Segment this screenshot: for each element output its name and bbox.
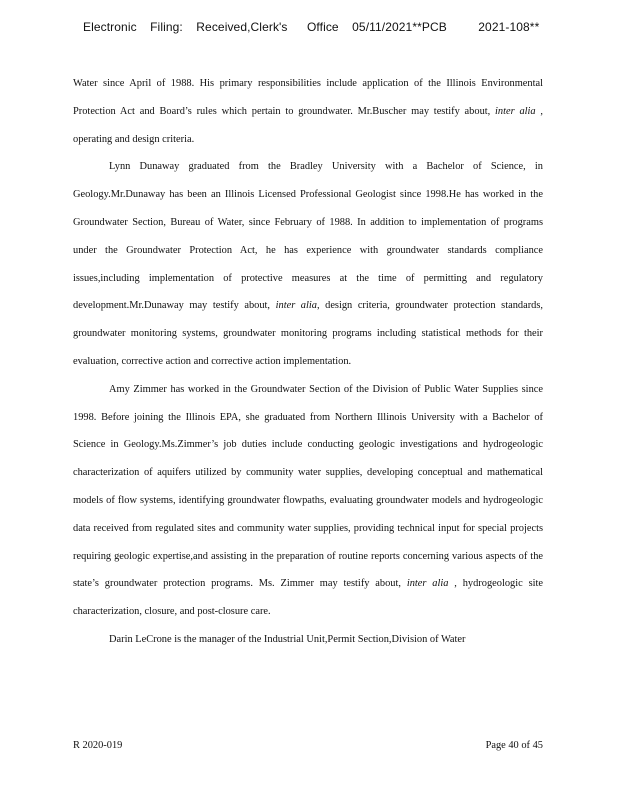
document-body [73, 70, 543, 654]
paragraph-tail: , operating and design criteria. [73, 105, 543, 145]
paragraph-text: Darin LeCrone is the manager of the Industrial Unit,Permit Section,Division of Water [109, 633, 466, 645]
paragraph-lecrone [73, 626, 543, 654]
italic-inter-alia: inter alia [406, 578, 449, 590]
header-docket: 2021-108** [478, 20, 540, 34]
paragraph-text: Amy Zimmer has worked in the Groundwater Section of the Division of Public Water Supplies since 1998. Before joining the Illinois EPA, she graduated from Northern Illinois University with a Bachelor of Science in Geology.Ms.Zimmer’s job duties include conducting geologic investigations and hydrogeologic characterization of aquifers utilized by community water supplies, developing conceptual and mathematical models of flow systems, identifying groundwater flowpaths, evaluating groundwater models and hydrogeologic data received from regulated sites and community water supplies, providing technical input for special projects requiring geologic expertise,and assisting in the preparation of routine reports concerning various aspects of the state’s groundwater protection programs. Ms. Zimmer may testify about, [73, 383, 543, 590]
italic-inter-alia: inter alia [275, 300, 317, 312]
paragraph-buscher [73, 70, 543, 153]
paragraph-zimmer [73, 376, 543, 626]
filing-header [83, 20, 543, 34]
paragraph-tail: , design criteria, groundwater protection standards, groundwater monitoring systems, groundwater monitoring programs including statistical methods for their evaluation, corrective action and corrective action implementation. [73, 300, 543, 367]
header-office: Office [306, 20, 339, 34]
footer-page-number: Page 40 of 45 [485, 740, 543, 751]
paragraph-text: Water since April of 1988. His primary responsibilities include application of the Illinois Environmental Protection Act and Board’s rules which pertain to groundwater. Mr.Buscher may testify about, [73, 78, 543, 117]
paragraph-tail: , hydrogeologic site characterization, closure, and post-closure care. [73, 578, 543, 618]
header-received: Received,Clerk's [196, 20, 288, 34]
header-electronic: Electronic [83, 20, 137, 34]
header-filing: Filing: [150, 20, 183, 34]
paragraph-dunaway [73, 153, 543, 375]
header-date: 05/11/2021**PCB [352, 20, 447, 34]
italic-inter-alia: inter alia [495, 105, 536, 117]
footer-docket-number: R 2020-019 [73, 740, 123, 751]
paragraph-text: Lynn Dunaway graduated from the Bradley University with a Bachelor of Science, in Geology.Mr.Dunaway has been an Illinois Licensed Professional Geologist since 1998.He has worked in the Groundwater Section, Bureau of Water, since February of 1988. In addition to implementation of programs under the Groundwater Protection Act, he has experience with groundwater standards compliance issues,including implementation of protective measures at the time of permitting and regulatory development.Mr.Dunaway may testify about, [73, 161, 543, 312]
